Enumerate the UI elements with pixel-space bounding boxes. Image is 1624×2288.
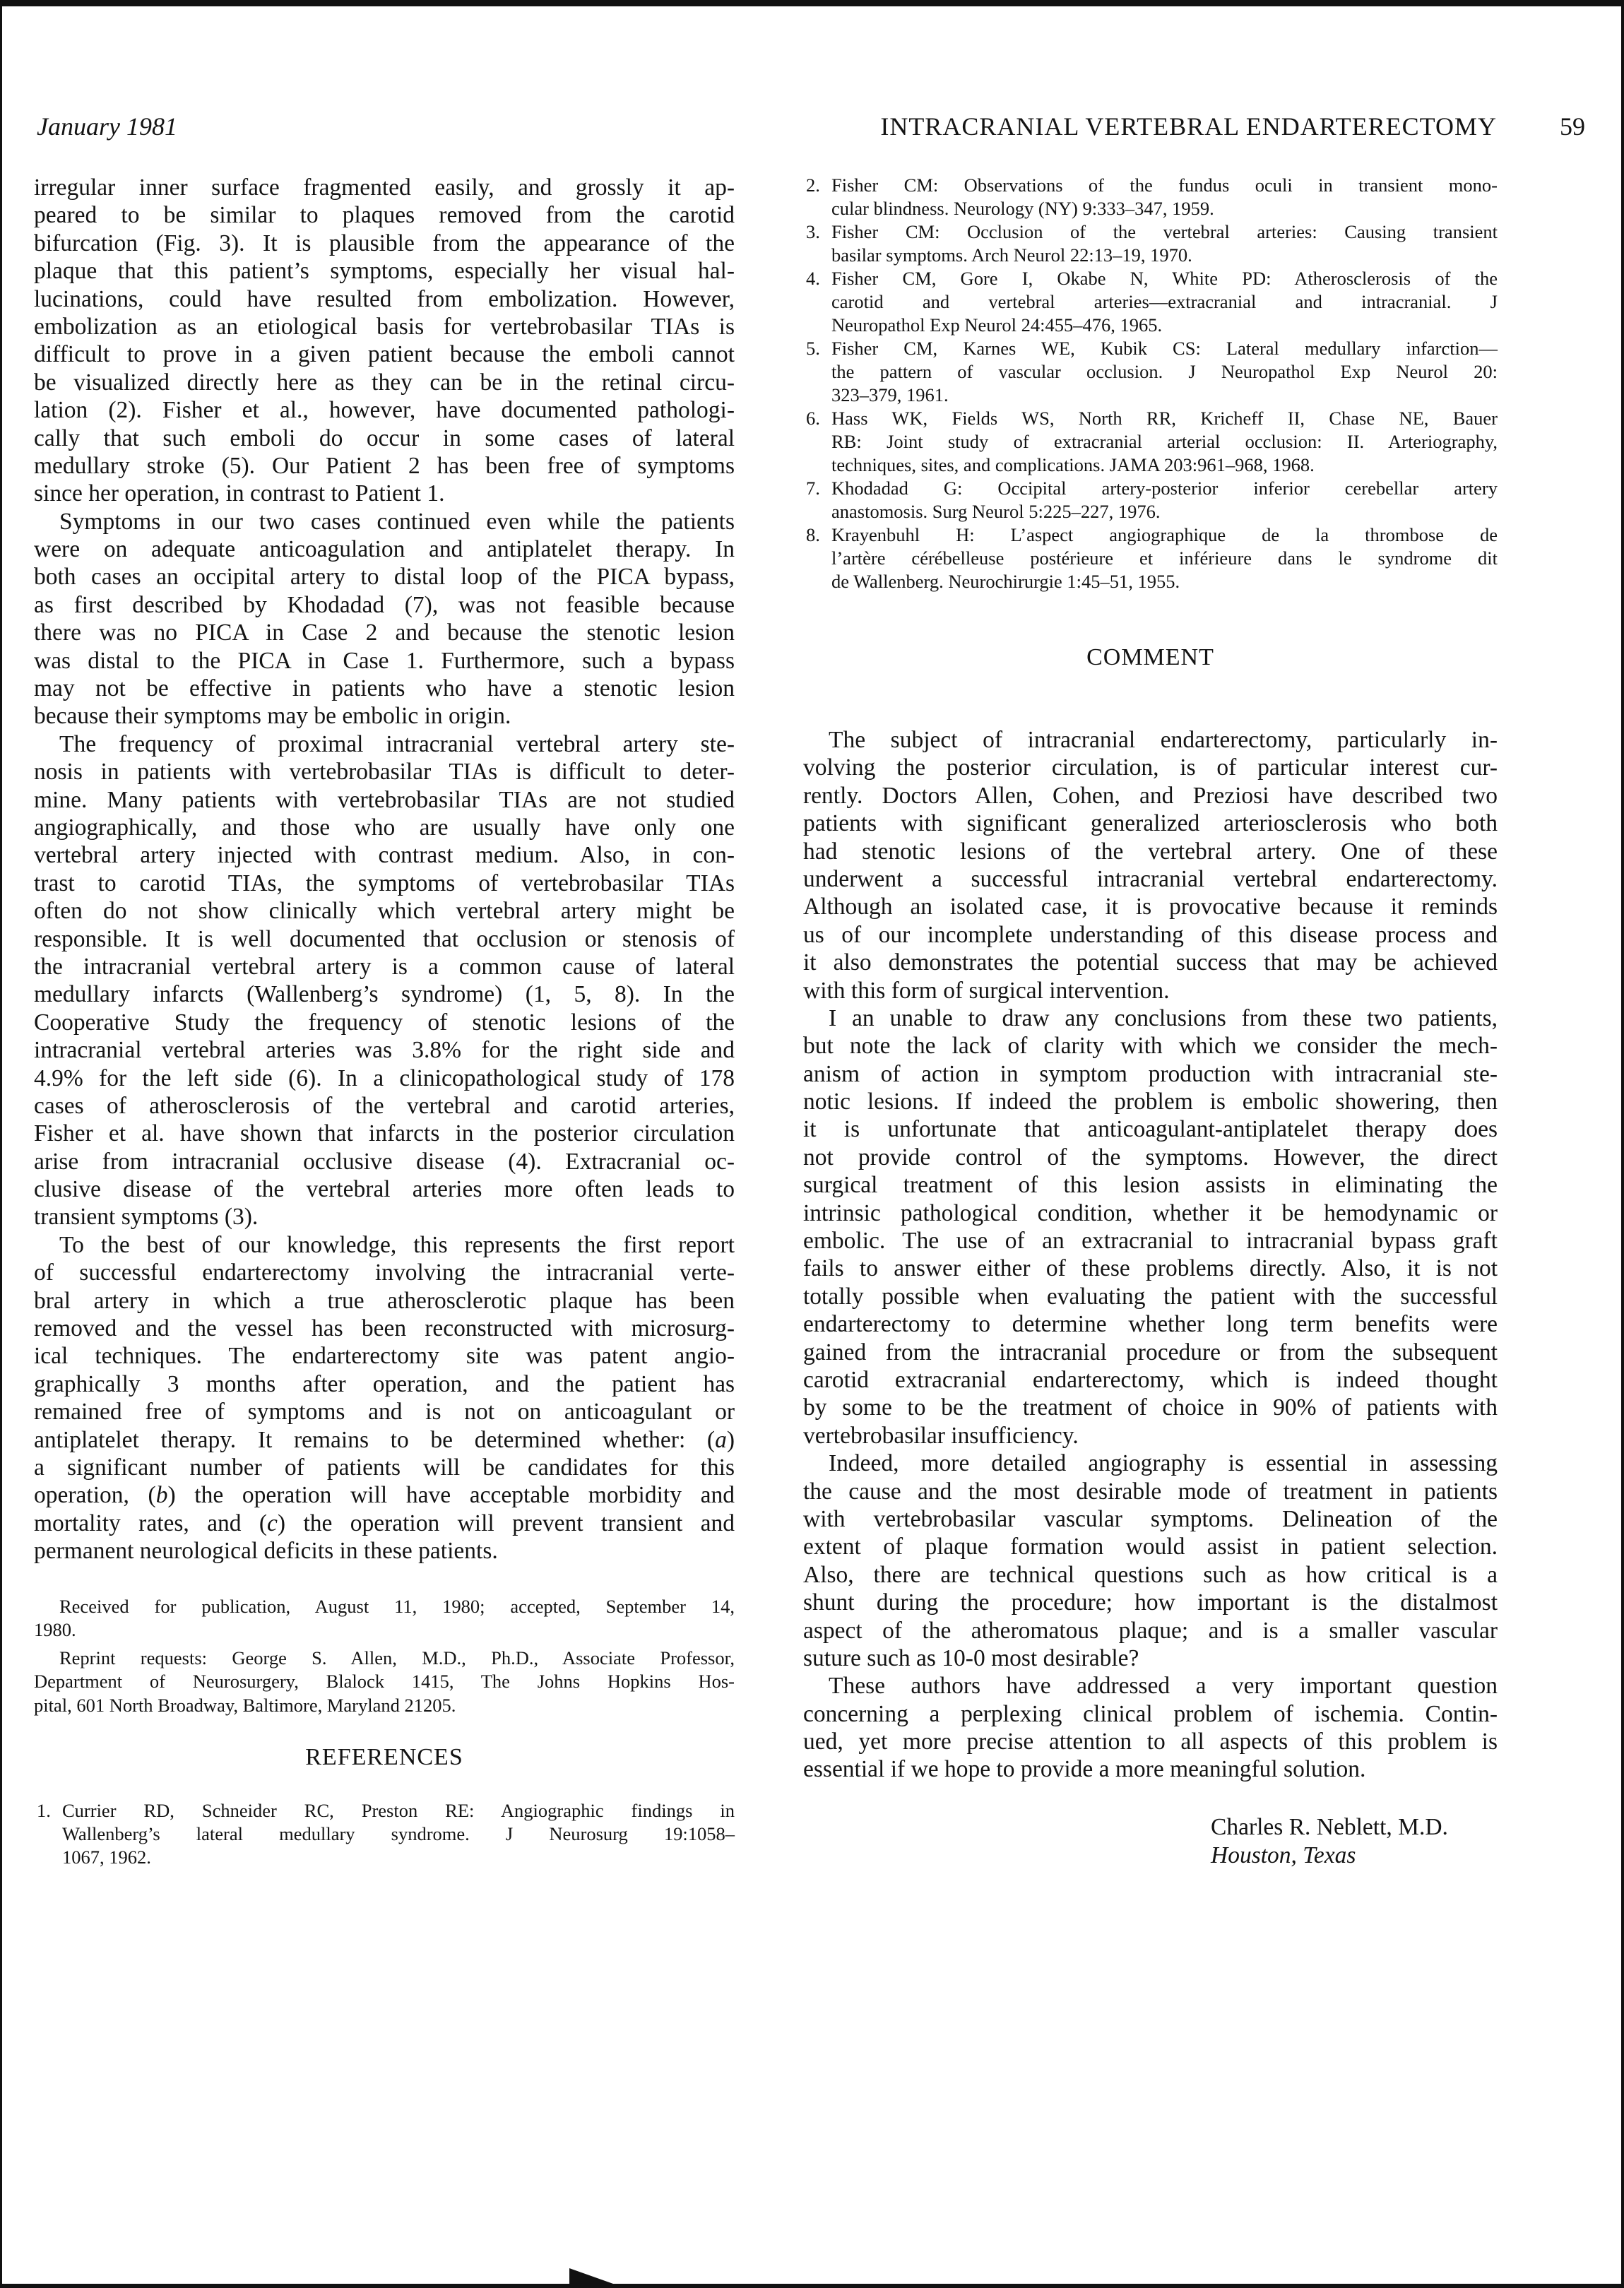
- reference-number: 1.: [37, 1800, 51, 1822]
- text-line: arise from intracranial occlusive disease (4). Extracranial oc-: [34, 1148, 735, 1175]
- text-line: it also demonstrates the potential success that may be achieved: [803, 949, 1498, 976]
- text-line: were on adequate anticoagulation and antiplatelet therapy. In: [34, 536, 735, 563]
- text-line: Although an isolated case, it is provocative because it reminds: [803, 894, 1498, 920]
- text-line: ued, yet more precise attention to all aspects of this problem is: [803, 1729, 1498, 1755]
- text-line: suture such as 10-0 most desirable?: [803, 1644, 1139, 1671]
- text-line: with vertebrobasilar vascular symptoms. Delineation of the: [803, 1505, 1498, 1532]
- signature-location: Houston, Texas: [1211, 1842, 1356, 1868]
- text-line: may not be effective in patients who have a stenotic lesion: [34, 675, 735, 702]
- scan-border-top: [0, 0, 1624, 6]
- text-line: with this form of surgical intervention.: [803, 977, 1170, 1004]
- comment-signature: [803, 1813, 1498, 1870]
- text-line: shunt during the procedure; how important is the distalmost: [803, 1589, 1498, 1616]
- text-line: lucinations, could have resulted from embolization. However,: [34, 285, 735, 312]
- text-line: was distal to the PICA in Case 1. Furthermore, such a bypass: [34, 647, 735, 674]
- text-line: The subject of intracranial endarterectomy, particularly in-: [829, 727, 1498, 753]
- text-line: aspect of the atheromatous plaque; and is a smaller vascular: [803, 1617, 1498, 1644]
- reference-line: l’artère cérébelleuse postérieure et inférieure dans le syndrome dit: [831, 547, 1498, 569]
- reference-line: Currier RD, Schneider RC, Preston RE: Angiographic findings in: [62, 1800, 735, 1822]
- text-line: cases of atherosclerosis of the vertebral and carotid arteries,: [34, 1092, 735, 1119]
- paragraph: [34, 730, 735, 1231]
- text-line: trast to carotid TIAs, the symptoms of vertebrobasilar TIAs: [34, 870, 735, 896]
- text-line: clusive disease of the vertebral arteries more often leads to: [34, 1176, 735, 1203]
- signature-name: Charles R. Neblett, M.D.: [1211, 1813, 1448, 1840]
- text-line: bifurcation (Fig. 3). It is plausible from the appearance of the: [34, 230, 735, 256]
- reference-line: carotid and vertebral arteries—extracranial and intracranial. J: [831, 291, 1498, 312]
- text-line: lation (2). Fisher et al., however, have documented pathologi-: [34, 397, 735, 424]
- reference-line: RB: Joint study of extracranial arterial occlusion: II. Arteriography,: [831, 431, 1498, 452]
- paragraph: [803, 1672, 1498, 1784]
- text-line: intrinsic pathological condition, whether it be hemodynamic or: [803, 1199, 1498, 1226]
- reference-number: 7.: [806, 478, 820, 499]
- text-line: cally that such emboli do occur in some cases of lateral: [34, 425, 735, 451]
- text-line: medullary stroke (5). Our Patient 2 has been free of symptoms: [34, 452, 735, 479]
- text-line: irregular inner surface fragmented easily, and grossly it ap-: [34, 174, 735, 201]
- reference-item: [34, 1799, 735, 1869]
- reference-line: 323–379, 1961.: [831, 384, 949, 405]
- reference-list-continued: [803, 174, 1498, 593]
- text-line: often do not show clinically which vertebral artery might be: [34, 898, 735, 925]
- reference-line: de Wallenberg. Neurochirurgie 1:45–51, 1955.: [831, 571, 1180, 592]
- text-line: extent of plaque formation would assist in patient selection.: [803, 1534, 1498, 1560]
- text-line: To the best of our knowledge, this represents the first report: [59, 1231, 735, 1258]
- text-line: but note the lack of clarity with which we consider the mech-: [803, 1033, 1498, 1060]
- text-line: volving the posterior circulation, is of particular interest cur-: [803, 754, 1498, 781]
- text-line: graphically 3 months after operation, and the patient has: [34, 1370, 735, 1397]
- text-line: it is unfortunate that anticoagulant-antiplatelet therapy does: [803, 1116, 1498, 1143]
- reference-line: Fisher CM, Karnes WE, Kubik CS: Lateral medullary infarction—: [831, 338, 1498, 359]
- text-line: medullary infarcts (Wallenberg’s syndrome) (1, 5, 8). In the: [34, 981, 735, 1008]
- right-column: [803, 174, 1498, 1870]
- reference-item: [803, 477, 1498, 523]
- text-line: bral artery in which a true atherosclerotic plaque has been: [34, 1287, 735, 1314]
- reference-line: Neuropathol Exp Neurol 24:455–476, 1965.: [831, 314, 1163, 336]
- comment-heading: COMMENT: [1086, 644, 1214, 670]
- text-line: there was no PICA in Case 2 and because the stenotic lesion: [34, 620, 735, 646]
- text-line: removed and the vessel has been reconstructed with microsurg-: [34, 1315, 735, 1342]
- reference-line: Hass WK, Fields WS, North RR, Kricheff II, Chase NE, Bauer: [831, 408, 1498, 429]
- running-head: [37, 112, 1587, 144]
- text-line: the intracranial vertebral artery is a common cause of lateral: [34, 953, 735, 980]
- reference-line: Fisher CM: Observations of the fundus oculi in transient mono-: [831, 174, 1498, 196]
- text-line: of successful endarterectomy involving the intracranial verte-: [34, 1259, 735, 1286]
- paragraph: [34, 1231, 735, 1565]
- comment-body: [803, 726, 1498, 1784]
- reference-item: [803, 267, 1498, 337]
- text-line: peared to be similar to plaques removed from the carotid: [34, 202, 735, 229]
- paragraph: [803, 726, 1498, 1004]
- text-line: surgical treatment of this lesion assists in eliminating the: [803, 1172, 1498, 1199]
- reference-item: [803, 407, 1498, 477]
- reference-line: Fisher CM: Occlusion of the vertebral arteries: Causing transient: [831, 221, 1498, 242]
- reference-line: Wallenberg’s lateral medullary syndrome. J Neurosurg 19:1058–: [62, 1823, 735, 1845]
- text-line: a significant number of patients will be candidates for this: [34, 1454, 735, 1481]
- text-line: carotid extracranial endarterectomy, which is indeed thought: [803, 1366, 1498, 1393]
- paragraph: [34, 174, 735, 508]
- text-line: Cooperative Study the frequency of stenotic lesions of the: [34, 1009, 735, 1036]
- reference-line: Krayenbuhl H: L’aspect angiographique de la thrombose de: [831, 524, 1498, 545]
- reference-item: [803, 523, 1498, 593]
- reference-number: 3.: [806, 221, 820, 242]
- running-title: INTRACRANIAL VERTEBRAL ENDARTERECTOMY: [880, 112, 1497, 141]
- text-line: be visualized directly here as they can be in the retinal circu-: [34, 369, 735, 396]
- publication-notes: [34, 1595, 735, 1718]
- text-line: angiographically, and those who are usually have only one: [34, 814, 735, 841]
- text-line: pital, 601 North Broadway, Baltimore, Maryland 21205.: [34, 1694, 456, 1716]
- text-line: fails to answer either of these problems directly. Also, it is not: [803, 1255, 1498, 1282]
- text-line: notic lesions. If indeed the problem is embolic showering, then: [803, 1089, 1498, 1115]
- text-line: rently. Doctors Allen, Cohen, and Preziosi have described two: [803, 782, 1498, 809]
- text-line: antiplatelet therapy. It remains to be determined whether: (a): [34, 1426, 735, 1453]
- reference-line: Khodadad G: Occipital artery-posterior inferior cerebellar artery: [831, 478, 1498, 499]
- text-line: Reprint requests: George S. Allen, M.D., Ph.D., Associate Professor,: [59, 1647, 735, 1668]
- text-line: not provide control of the symptoms. However, the direct: [803, 1144, 1498, 1170]
- text-line: mine. Many patients with vertebrobasilar TIAs are not studied: [34, 786, 735, 813]
- scan-border-left: [0, 0, 2, 2288]
- text-line: intracranial vertebral arteries was 3.8% for the right side and: [34, 1037, 735, 1064]
- text-line: had stenotic lesions of the vertebral artery. One of these: [803, 838, 1498, 865]
- text-line: Symptoms in our two cases continued even while the patients: [59, 508, 735, 535]
- reference-line: basilar symptoms. Arch Neurol 22:13–19, 1970.: [831, 244, 1192, 266]
- text-line: These authors have addressed a very important question: [829, 1673, 1498, 1700]
- reference-line: cular blindness. Neurology (NY) 9:333–347, 1959.: [831, 198, 1214, 219]
- text-line: patients with significant generalized arteriosclerosis who both: [803, 810, 1498, 837]
- references-heading: REFERENCES: [305, 1744, 463, 1771]
- text-line: totally possible when evaluating the patient with the successful: [803, 1283, 1498, 1310]
- text-line: operation, (b) the operation will have acceptable morbidity and: [34, 1482, 735, 1509]
- scan-border-bottom: [0, 2284, 1624, 2288]
- article-body: [34, 174, 735, 1565]
- issue-date: January 1981: [37, 112, 177, 141]
- text-line: plaque that this patient’s symptoms, especially her visual hal-: [34, 258, 735, 285]
- text-line: 4.9% for the left side (6). In a clinicopathological study of 178: [34, 1065, 735, 1091]
- scan-artifact: [569, 2268, 613, 2284]
- text-line: transient symptoms (3).: [34, 1204, 259, 1231]
- text-line: endarterectomy to determine whether long term benefits were: [803, 1311, 1498, 1338]
- text-line: responsible. It is well documented that occlusion or stenosis of: [34, 925, 735, 952]
- text-line: embolic. The use of an extracranial to intracranial bypass graft: [803, 1228, 1498, 1255]
- text-line: Also, there are technical questions such as how critical is a: [803, 1561, 1498, 1588]
- reference-number: 6.: [806, 408, 820, 429]
- text-line: remained free of symptoms and is not on anticoagulant or: [34, 1399, 735, 1425]
- reference-line: 1067, 1962.: [62, 1847, 151, 1868]
- text-line: essential if we hope to provide a more meaningful solution.: [803, 1756, 1366, 1783]
- text-line: as first described by Khodadad (7), was not feasible because: [34, 591, 735, 618]
- paragraph: [34, 508, 735, 730]
- publication-note: [34, 1647, 735, 1718]
- reference-number: 4.: [806, 268, 820, 289]
- text-line: since her operation, in contrast to Patient 1.: [34, 480, 445, 507]
- reference-item: [803, 220, 1498, 267]
- text-line: underwent a successful intracranial vertebral endarterectomy.: [803, 865, 1498, 892]
- publication-note: [34, 1595, 735, 1642]
- text-line: Fisher et al. have shown that infarcts in the posterior circulation: [34, 1120, 735, 1147]
- text-line: us of our incomplete understanding of this disease process and: [803, 921, 1498, 948]
- reference-line: techniques, sites, and complications. JAMA 203:961–968, 1968.: [831, 454, 1315, 475]
- text-line: anism of action in symptom production with intracranial ste-: [803, 1060, 1498, 1087]
- text-line: by some to be the treatment of choice in 90% of patients with: [803, 1394, 1498, 1421]
- paragraph: [803, 1004, 1498, 1450]
- text-line: the cause and the most desirable mode of treatment in patients: [803, 1478, 1498, 1505]
- reference-item: [803, 337, 1498, 407]
- text-line: nosis in patients with vertebrobasilar TIAs is difficult to deter-: [34, 759, 735, 786]
- text-line: both cases an occipital artery to distal loop of the PICA bypass,: [34, 564, 735, 591]
- text-line: Department of Neurosurgery, Blalock 1415, The Johns Hopkins Hos-: [34, 1671, 735, 1693]
- scan-border-right: [1621, 0, 1624, 2288]
- text-line: concerning a perplexing clinical problem of ischemia. Contin-: [803, 1700, 1498, 1727]
- text-line: Indeed, more detailed angiography is essential in assessing: [829, 1450, 1498, 1477]
- reference-line: the pattern of vascular occlusion. J Neuropathol Exp Neurol 20:: [831, 361, 1498, 382]
- text-line: Received for publication, August 11, 1980; accepted, September 14,: [59, 1595, 735, 1617]
- reference-line: Fisher CM, Gore I, Okabe N, White PD: Atherosclerosis of the: [831, 268, 1498, 289]
- page-number: 59: [1560, 112, 1585, 141]
- text-line: gained from the intracranial procedure or from the subsequent: [803, 1339, 1498, 1365]
- reference-number: 8.: [806, 524, 820, 545]
- text-line: difficult to prove in a given patient because the emboli cannot: [34, 341, 735, 368]
- text-line: mortality rates, and (c) the operation will prevent transient and: [34, 1510, 735, 1536]
- reference-line: anastomosis. Surg Neurol 5:225–227, 1976.: [831, 501, 1161, 522]
- text-line: I an unable to draw any conclusions from these two patients,: [829, 1004, 1498, 1031]
- text-line: The frequency of proximal intracranial vertebral artery ste-: [59, 730, 735, 757]
- text-line: ical techniques. The endarterectomy site was patent angio-: [34, 1343, 735, 1370]
- text-line: permanent neurological deficits in these patients.: [34, 1538, 498, 1565]
- text-line: embolization as an etiological basis for vertebrobasilar TIAs is: [34, 313, 735, 340]
- text-line: vertebral artery injected with contrast medium. Also, in con-: [34, 842, 735, 869]
- reference-list: [34, 1799, 735, 1869]
- text-line: vertebrobasilar insufficiency.: [803, 1422, 1079, 1449]
- text-line: because their symptoms may be embolic in origin.: [34, 703, 511, 730]
- paragraph: [803, 1450, 1498, 1672]
- reference-number: 2.: [806, 174, 820, 196]
- reference-number: 5.: [806, 338, 820, 359]
- reference-item: [803, 174, 1498, 220]
- text-line: 1980.: [34, 1619, 76, 1641]
- left-column: [34, 174, 735, 1869]
